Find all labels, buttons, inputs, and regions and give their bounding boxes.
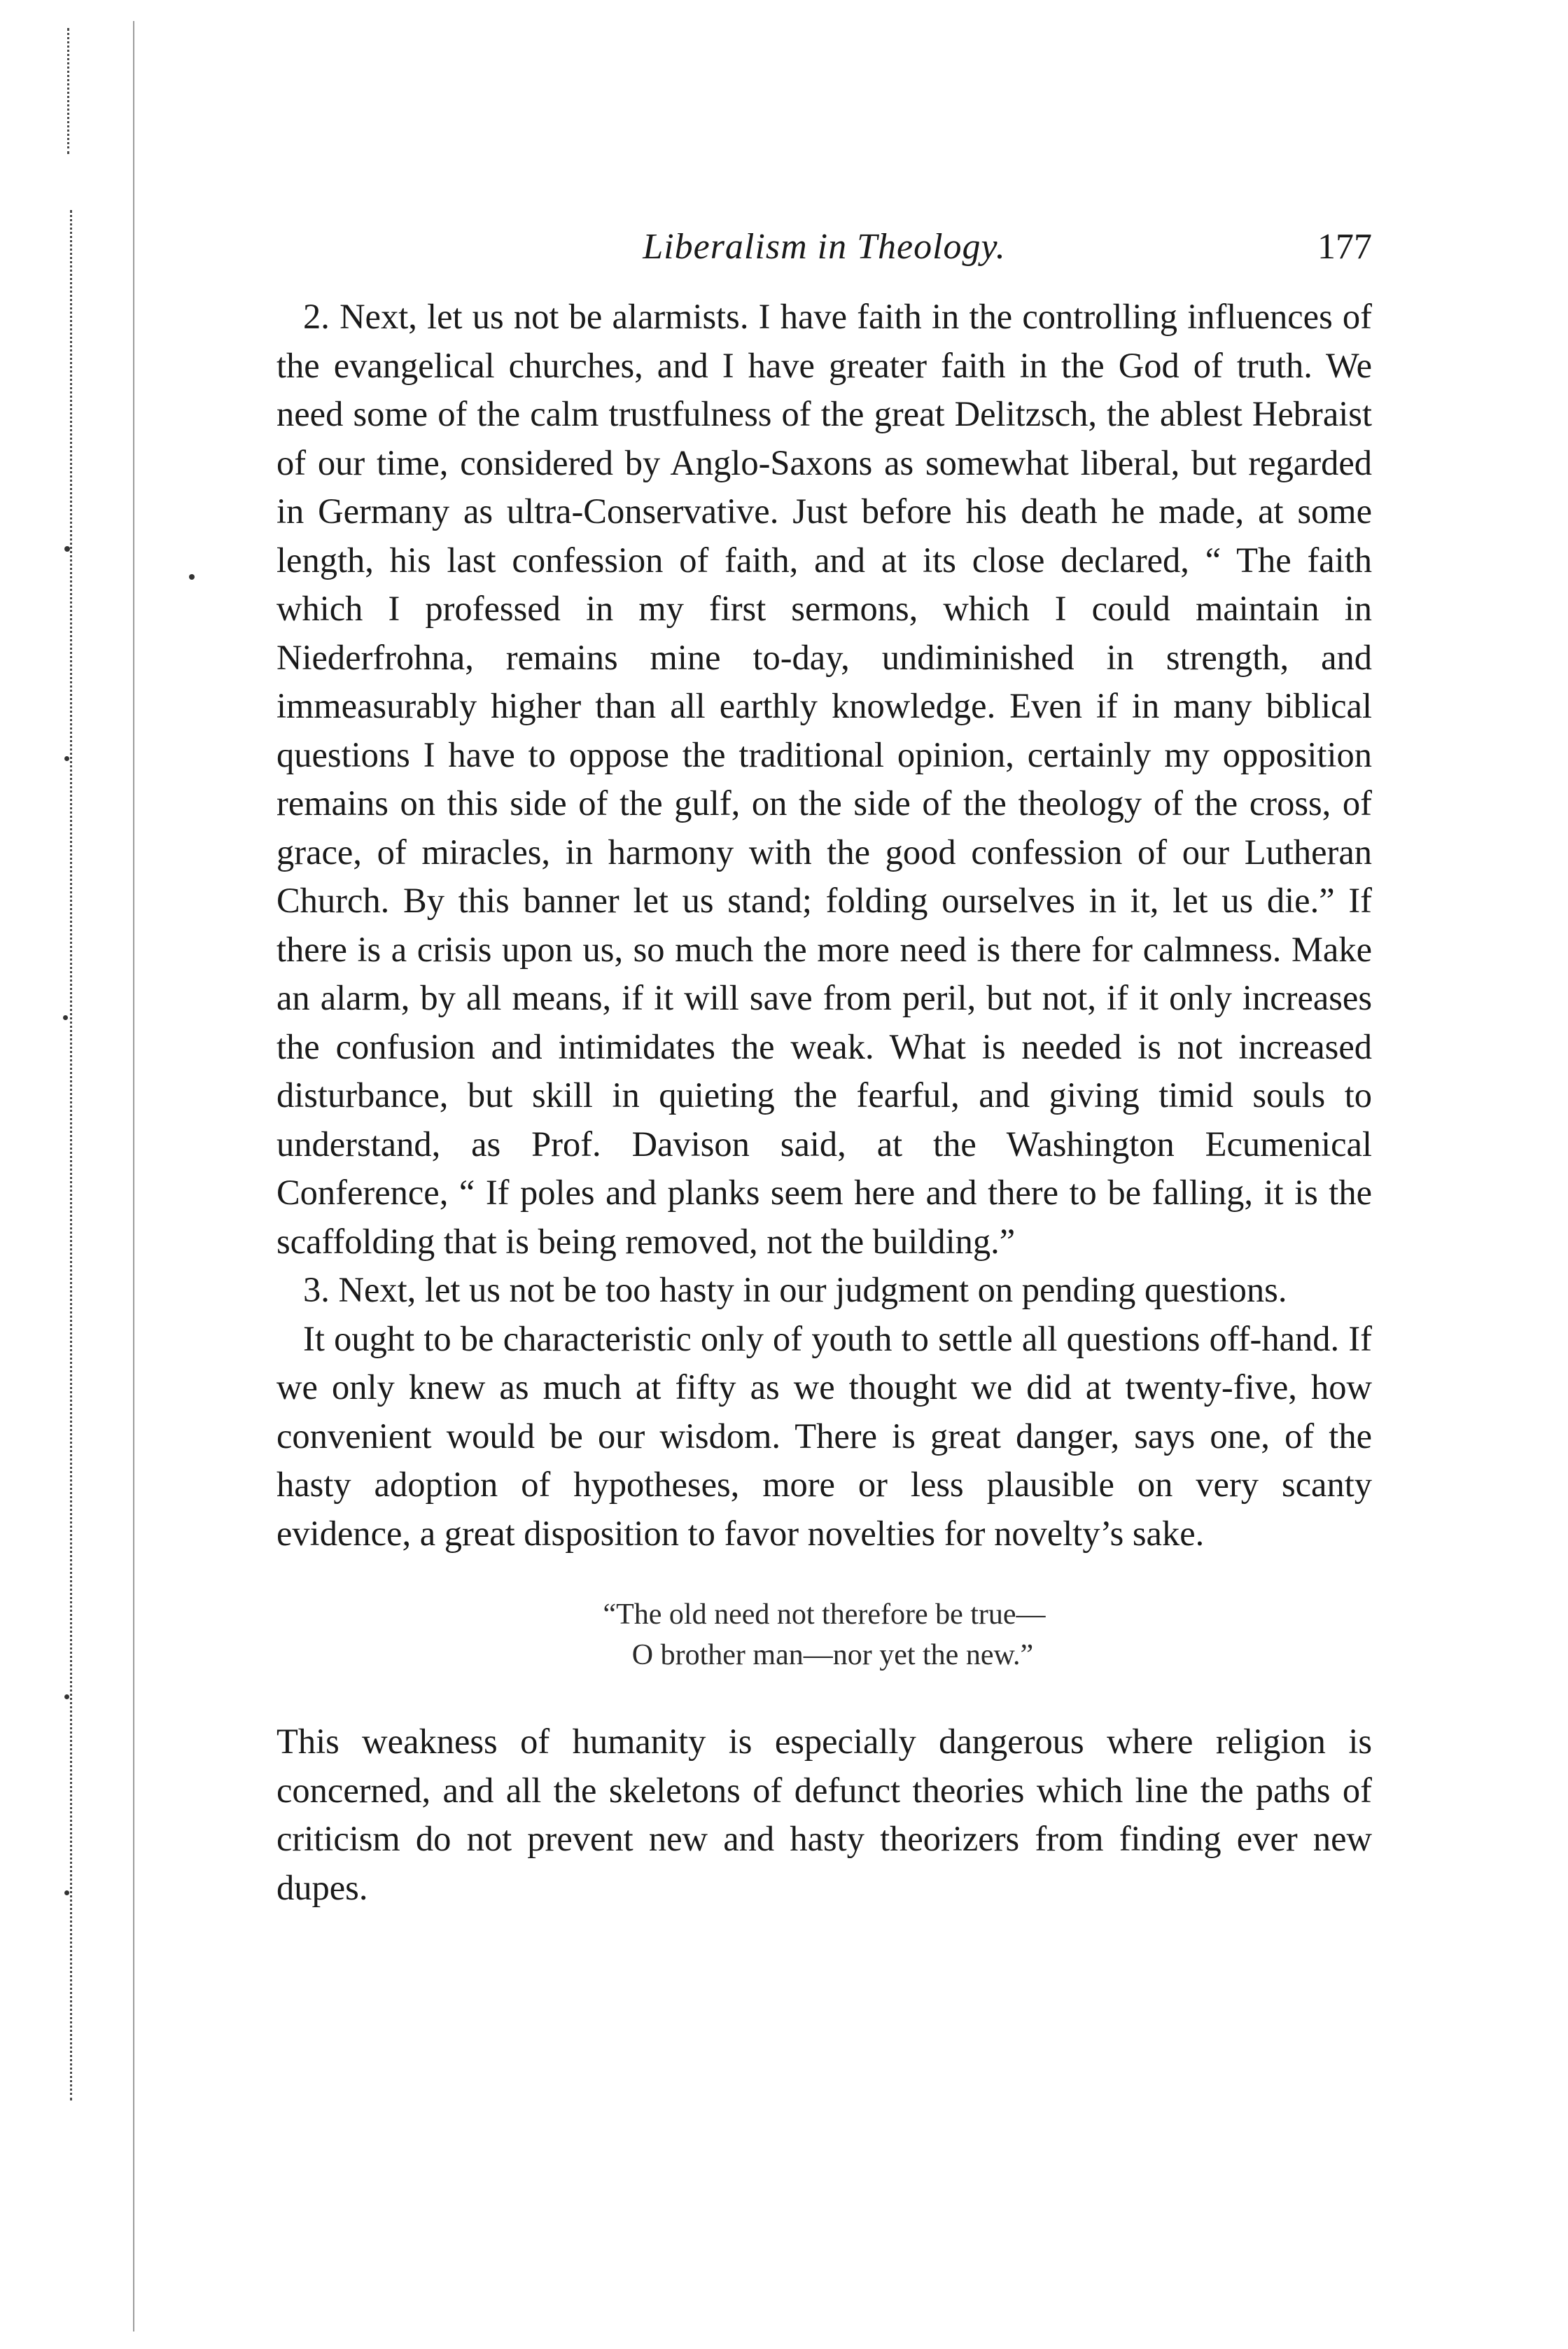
scan-speck xyxy=(64,756,69,761)
scan-speck xyxy=(64,546,70,552)
scan-speck xyxy=(64,1890,69,1895)
verse-quotation xyxy=(276,1594,1372,1675)
gutter-edge-line xyxy=(133,21,134,2331)
paragraph-youth: It ought to be characteristic only of youth to settle all questions off-hand. If we only knew as much at fifty as we thought we did at twenty-five, how convenient would be our wisdom. There is great danger, says one, of the hasty adoption of hypotheses, more or less plausible on very scanty evidence, a great disposition to favor novelties for novelty’s sake. xyxy=(276,1318,1372,1553)
scan-speck xyxy=(189,574,195,580)
body-text xyxy=(276,293,1372,1912)
paragraph-point-2: 2. Next, let us not be alarmists. I have faith in the controlling influences of the evangelical churches, and I have greater faith in the God of truth. We need some of the calm trustfulness of the great Delitzsch, the ablest Hebraist of our time, considered by Anglo-Saxons as somewhat liberal, but regarded in Germany as ultra-Conservative. Just before his death he made, at some length, his last confession of faith, and at its close declared, “ The faith which I professed in my first sermons, which I could maintain in Niederfrohna, remains mine to-day, undiminished in strength, and immeasurably higher than all earthly knowledge. Even if in many biblical questions I have to oppose the traditional opinion, certainly my opposition remains on this side of the gulf, on the side of the theology of the cross, of grace, of miracles, in harmony with the good confession of our Lutheran Church. By this banner let us stand; folding ourselves in it, let us die.” If there is a crisis upon us, so much the more need is there for calmness. Make an alarm, by all means, if it will save from peril, but not, if it only increases the confusion and intimidates the weak. What is needed is not increased disturbance, but skill in quieting the fearful, and giving timid souls to understand, as Prof. Davison said, at the Washington Ecumenical Conference, “ If poles and planks seem here and there to be falling, it is the scaffolding that is being removed, not the building.” xyxy=(276,297,1372,1261)
page-gutter-edge xyxy=(0,0,161,2349)
gutter-edge-line xyxy=(67,28,69,154)
gutter-edge-line xyxy=(70,210,72,2100)
scan-speck xyxy=(64,1694,69,1699)
paragraph-closing: This weakness of humanity is especially dangerous where religion is concerned, and all the skeletons of defunct theories which line the paths of criticism do not prevent new and hasty theorizers from finding ever new dupes. xyxy=(276,1722,1372,1907)
running-head xyxy=(276,216,1372,279)
running-title: Liberalism in Theology. xyxy=(643,227,1006,267)
scan-speck xyxy=(63,1015,68,1020)
page-number: 177 xyxy=(1317,227,1372,267)
paragraph-point-3: 3. Next, let us not be too hasty in our judgment on pending questions. xyxy=(303,1270,1287,1309)
verse-line: “The old need not therefore be true— xyxy=(603,1598,1046,1631)
verse-line: O brother man—nor yet the new.” xyxy=(631,1639,1034,1671)
